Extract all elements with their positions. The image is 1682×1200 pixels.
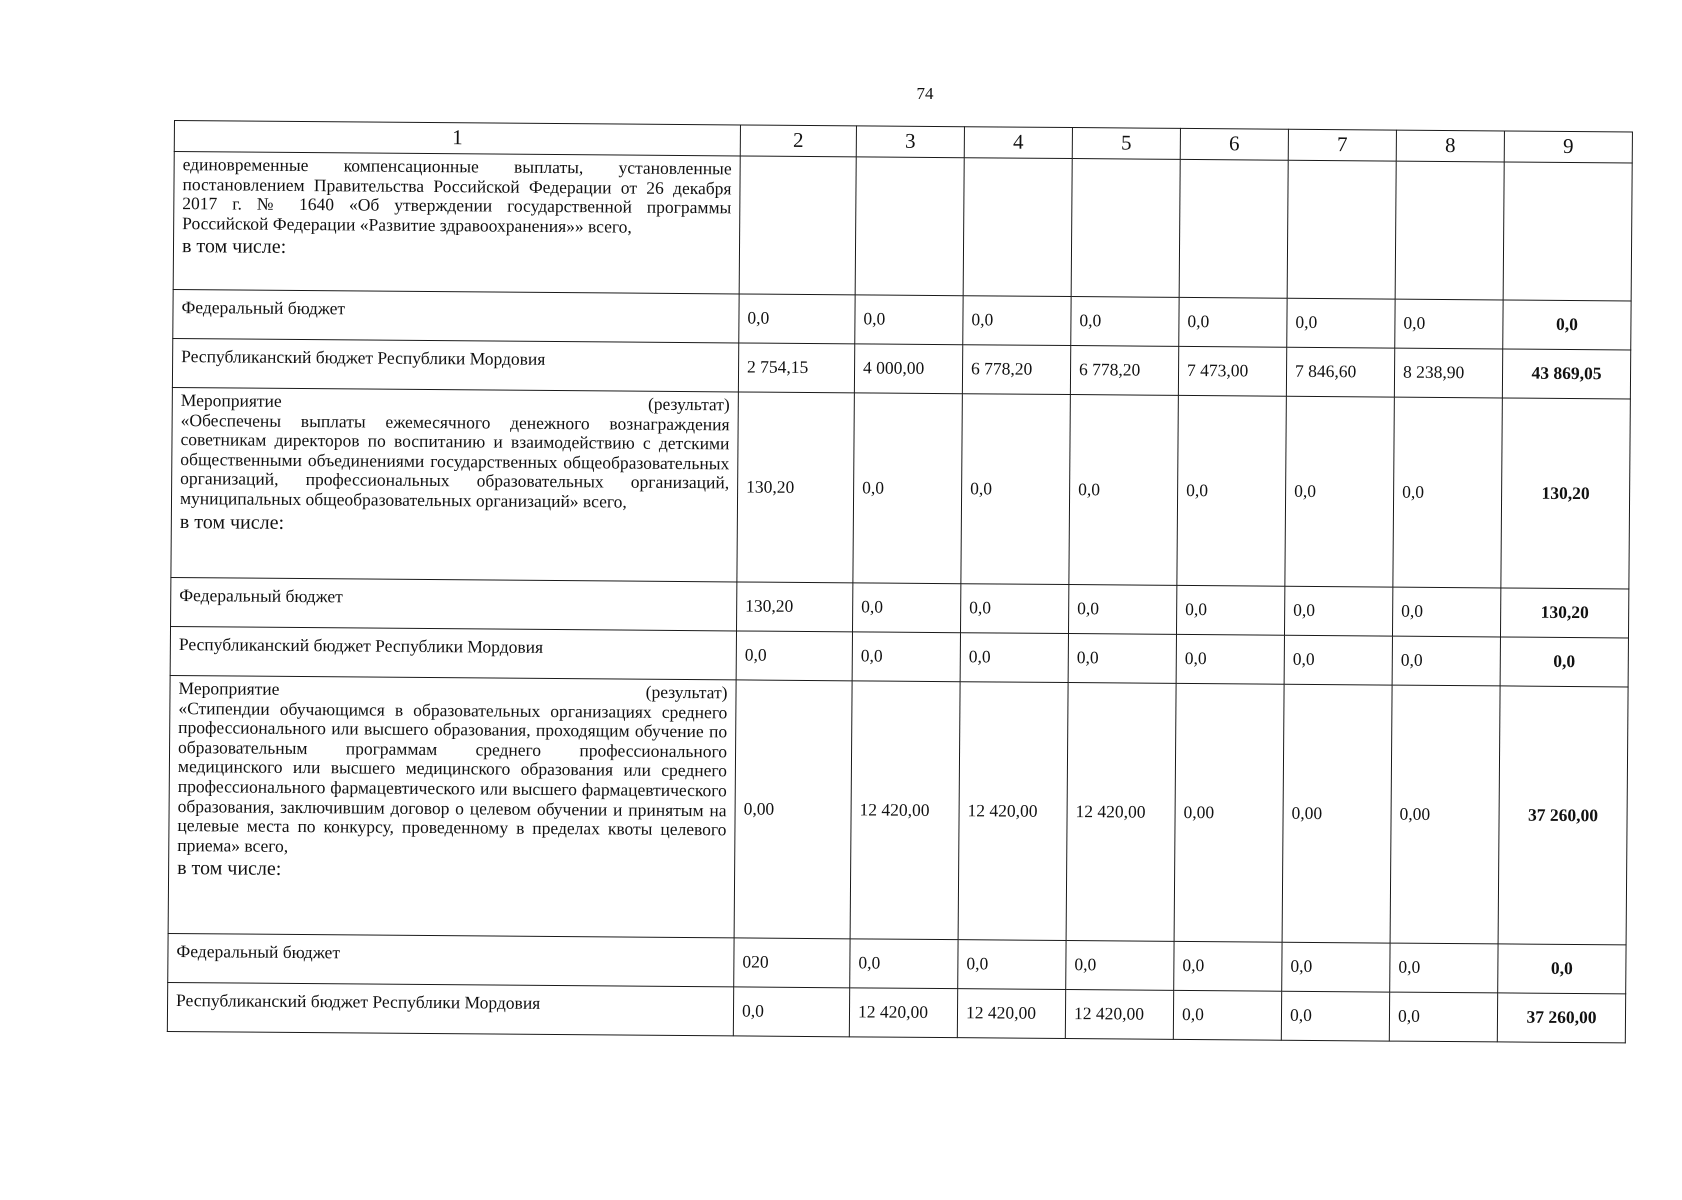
program-tail: в том числе: xyxy=(179,510,285,534)
value-cell: 0,0 xyxy=(1284,586,1392,636)
value-cell: 130,20 xyxy=(737,392,854,583)
value-cell: 7 473,00 xyxy=(1178,346,1286,396)
program-row xyxy=(173,152,1632,301)
program-title: единовременные компенсационные выплаты, установленные постановлением Правительства Российской Федерации от 26 декабря 2017 г. № 1640 «Об утверждении государственной программы Российской Федерации «Развитие здравоохранения»» всего, xyxy=(182,154,732,237)
budget-label: Федеральный бюджет xyxy=(173,289,739,342)
program-title: «Обеспечены выплаты ежемесячного денежного вознаграждения советникам директоров по воспитанию и взаимодействию с детскими общественными объединениями государственных общеобразовательных организаций, профессиональных образовательных организаций, муниципальных общеобразовательных организаций» всего, xyxy=(179,409,730,512)
value-cell: 0,00 xyxy=(1390,685,1500,944)
program-kind: Мероприятие xyxy=(180,390,282,411)
value-cell: 6 778,20 xyxy=(1070,346,1178,396)
value-cell: 0,0 xyxy=(1281,991,1389,1041)
page-number: 74 xyxy=(916,84,934,103)
value-cell: 0,0 xyxy=(1395,299,1503,349)
value-cell: 0,0 xyxy=(1173,990,1281,1040)
value-cell: 12 420,00 xyxy=(850,681,960,940)
program-description xyxy=(168,675,736,937)
value-cell: 0,0 xyxy=(963,296,1071,346)
value-cell: 0,0 xyxy=(1176,585,1284,635)
value-cell: 7 846,60 xyxy=(1286,347,1394,397)
budget-label: Федеральный бюджет xyxy=(168,933,734,986)
value-cell: 0,0 xyxy=(1389,992,1497,1042)
total-cell: 37 260,00 xyxy=(1498,686,1628,945)
value-cell: 0,0 xyxy=(1174,941,1282,991)
total-cell: 130,20 xyxy=(1501,398,1630,589)
budget-label: Республиканский бюджет Республики Мордовия xyxy=(170,626,736,679)
value-cell: 0,00 xyxy=(1174,683,1284,942)
program-description xyxy=(171,387,738,581)
value-cell: 0,0 xyxy=(1179,297,1287,347)
header-cell: 2 xyxy=(740,125,856,157)
total-cell: 43 869,05 xyxy=(1502,349,1630,399)
program-tail: в том числе: xyxy=(177,857,282,881)
total-cell: 0,0 xyxy=(1500,637,1628,687)
value-cell: 12 420,00 xyxy=(849,988,957,1038)
value-cell xyxy=(1179,159,1288,298)
budget-table-container xyxy=(167,120,1632,1043)
value-cell: 0,0 xyxy=(733,987,849,1037)
value-cell: 12 420,00 xyxy=(957,989,1065,1039)
total-cell xyxy=(1503,162,1632,301)
header-cell: 8 xyxy=(1396,130,1504,162)
header-cell: 9 xyxy=(1504,131,1632,163)
value-cell: 0,0 xyxy=(1284,635,1392,685)
value-cell: 0,0 xyxy=(960,633,1068,683)
budget-row-republic xyxy=(167,982,1625,1042)
total-cell: 0,0 xyxy=(1503,300,1631,350)
value-cell: 0,0 xyxy=(1069,395,1178,586)
value-cell: 2 754,15 xyxy=(738,343,854,393)
value-cell: 12 420,00 xyxy=(1065,990,1173,1040)
value-cell: 0,0 xyxy=(853,583,961,633)
program-kind: Мероприятие xyxy=(178,678,280,699)
value-cell xyxy=(739,156,856,295)
program-kind-suffix: (результат) xyxy=(645,681,728,703)
value-cell: 12 420,00 xyxy=(958,682,1068,941)
value-cell: 0,0 xyxy=(1287,298,1395,348)
value-cell: 0,0 xyxy=(1068,585,1176,635)
value-cell: 0,0 xyxy=(739,294,855,344)
value-cell: 12 420,00 xyxy=(1066,683,1176,942)
total-cell: 37 260,00 xyxy=(1497,993,1625,1043)
value-cell: 0,0 xyxy=(1285,396,1394,587)
value-cell: 4 000,00 xyxy=(854,344,962,394)
budget-label: Федеральный бюджет xyxy=(171,577,737,630)
value-cell: 0,0 xyxy=(1393,397,1502,588)
value-cell: 0,0 xyxy=(958,940,1066,990)
header-cell: 7 xyxy=(1288,129,1396,161)
value-cell xyxy=(1395,161,1504,300)
value-cell: 6 778,20 xyxy=(962,345,1070,395)
budget-label: Республиканский бюджет Республики Мордовия xyxy=(172,338,738,391)
program-description xyxy=(173,152,740,294)
value-cell: 0,0 xyxy=(1068,634,1176,684)
program-tail: в том числе: xyxy=(181,235,287,259)
program-row xyxy=(171,387,1630,588)
value-cell: 0,0 xyxy=(960,584,1068,634)
value-cell: 0,00 xyxy=(734,680,852,939)
value-cell: 0,0 xyxy=(853,393,962,584)
value-cell: 0,0 xyxy=(855,295,963,345)
header-cell: 4 xyxy=(964,127,1072,159)
value-cell xyxy=(1287,160,1396,299)
program-title: «Стипендии обучающимся в образовательных организациях среднего профессионального или высшего образования, проходящим обучение по образовательным программам среднего профессионального медицинского или высшего медицинского образования или среднего профессионального фармацевтического или высшего фармацевтического образования, заключившим договор о целевом обучении и принятым на целевые места по конкурсу, проведенному в пределах квоты целевого приема» всего, xyxy=(177,697,728,856)
value-cell: 0,0 xyxy=(850,939,958,989)
total-cell: 130,20 xyxy=(1500,588,1628,638)
value-cell: 0,0 xyxy=(1066,941,1174,991)
value-cell: 0,0 xyxy=(1071,297,1179,347)
program-row xyxy=(168,675,1628,944)
budget-table xyxy=(167,120,1633,1043)
value-cell: 0,0 xyxy=(961,394,1070,585)
value-cell: 0,0 xyxy=(852,632,960,682)
value-cell xyxy=(1071,159,1180,298)
header-cell: 1 xyxy=(174,121,740,156)
value-cell: 0,0 xyxy=(736,631,852,681)
header-cell: 3 xyxy=(856,126,964,158)
value-cell xyxy=(963,158,1072,297)
value-cell: 8 238,90 xyxy=(1394,348,1502,398)
value-cell: 130,20 xyxy=(737,582,853,632)
header-cell: 5 xyxy=(1072,128,1180,160)
value-cell: 0,0 xyxy=(1390,943,1498,993)
value-cell xyxy=(855,157,964,296)
value-cell: 0,0 xyxy=(1392,587,1500,637)
value-cell: 0,0 xyxy=(1177,395,1286,586)
value-cell: 0,0 xyxy=(1176,634,1284,684)
value-cell: 0,0 xyxy=(1392,636,1500,686)
program-kind-suffix: (результат) xyxy=(647,393,730,415)
value-cell: 020 xyxy=(734,938,850,988)
value-cell: 0,00 xyxy=(1282,684,1392,943)
budget-label: Республиканский бюджет Республики Мордовия xyxy=(167,982,733,1035)
header-cell: 6 xyxy=(1180,128,1288,160)
value-cell: 0,0 xyxy=(1282,942,1390,992)
total-cell: 0,0 xyxy=(1498,944,1626,994)
